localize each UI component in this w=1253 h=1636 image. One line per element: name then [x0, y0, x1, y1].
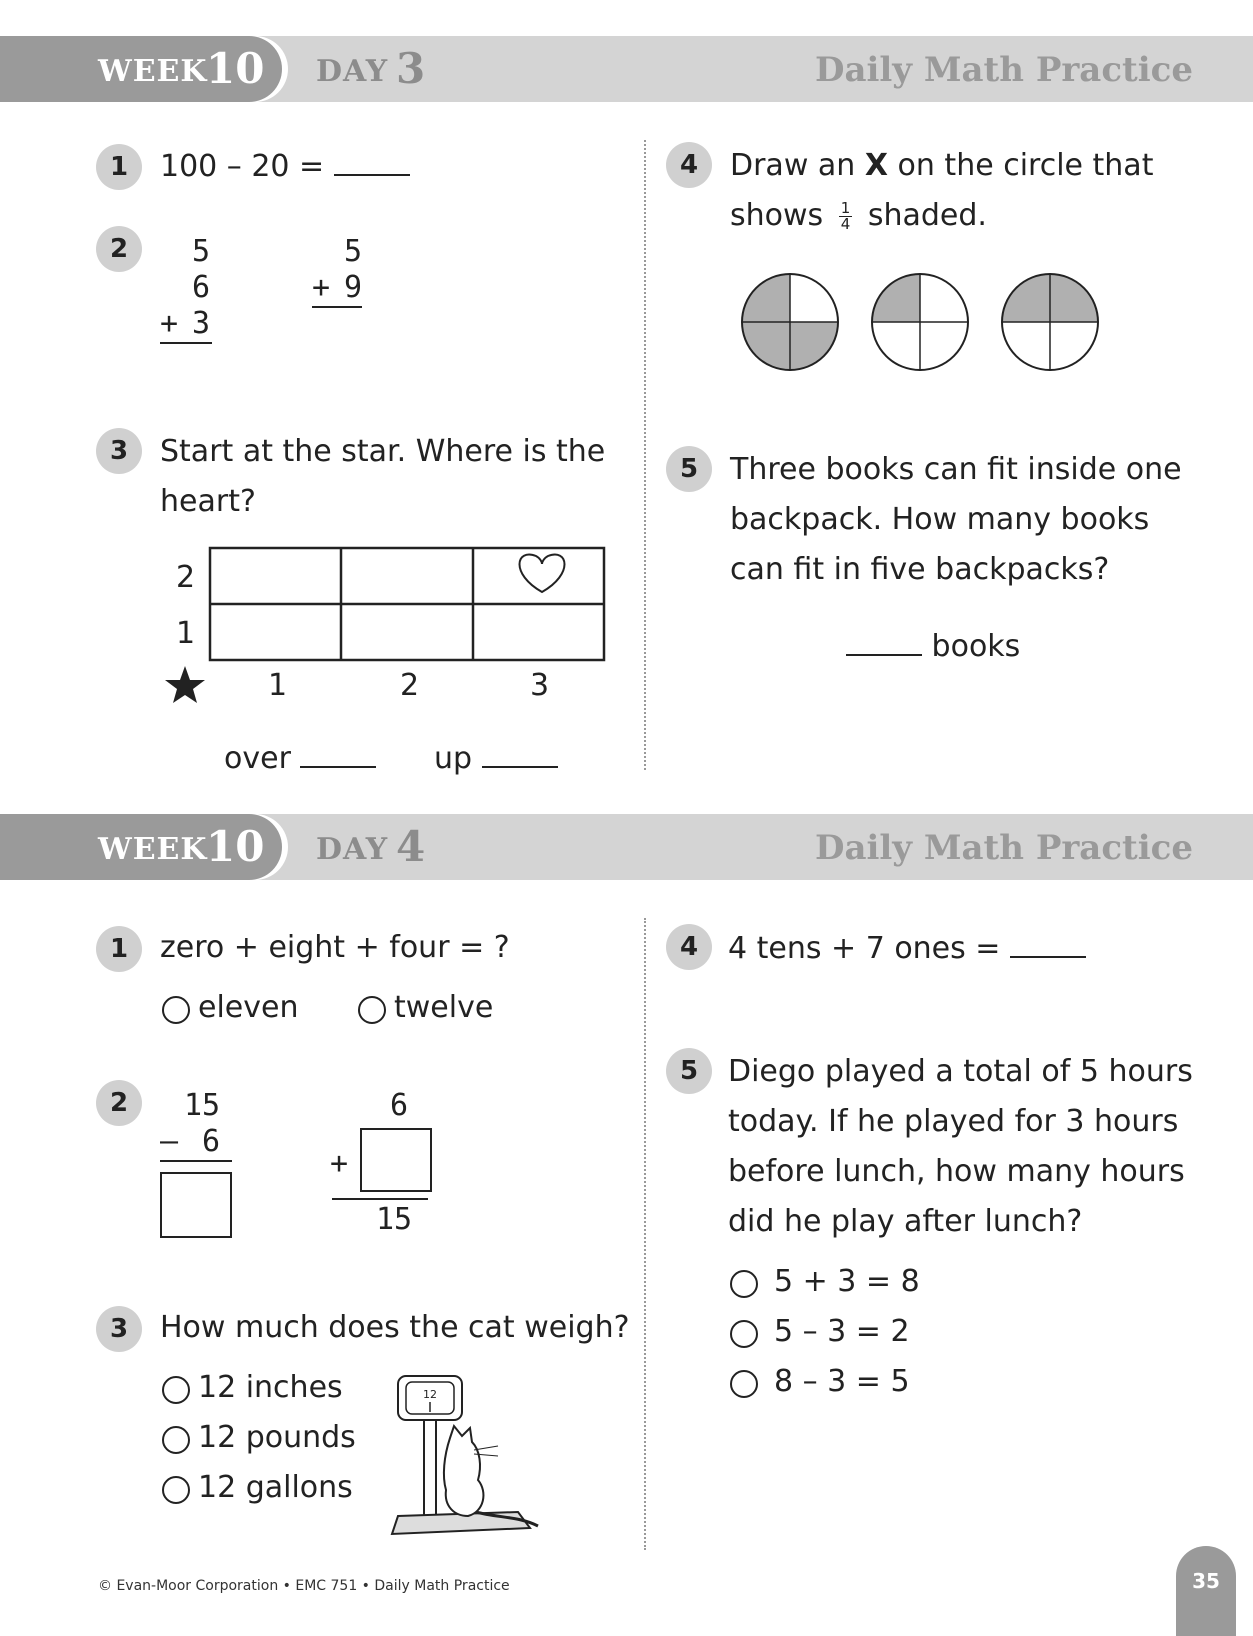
answer-radio[interactable]: [730, 1270, 758, 1298]
answer-radio[interactable]: [358, 996, 386, 1024]
week-tab: [0, 36, 282, 102]
sum-line: [160, 342, 212, 344]
addend: 6: [192, 270, 211, 305]
week-label: WEEK: [98, 54, 208, 89]
answer-blank[interactable]: [334, 148, 410, 176]
fraction-numerator: 1: [840, 199, 851, 217]
question-number-badge: 4: [666, 142, 712, 188]
grid-y-label: 1: [176, 616, 196, 651]
fraction-circle[interactable]: [742, 274, 838, 370]
option-label: 8 – 3 = 5: [774, 1364, 910, 1399]
minuend: 15: [184, 1088, 221, 1123]
operator: –: [160, 1124, 179, 1159]
scale-dial-number: 12: [423, 1388, 437, 1401]
banner-title: Daily Math Practice: [814, 828, 1193, 868]
column-divider: [644, 140, 646, 770]
question-4-line2: [730, 198, 987, 233]
up-answer: [434, 740, 558, 776]
answer-radio[interactable]: [730, 1320, 758, 1348]
question-5-line2: today. If he played for 3 hours: [728, 1104, 1179, 1139]
over-label: over: [224, 741, 291, 776]
option-label: 5 – 3 = 2: [774, 1314, 910, 1349]
question-5-line4: did he play after lunch?: [728, 1204, 1083, 1239]
sum: 15: [376, 1202, 413, 1237]
question-5-line1: Diego played a total of 5 hours: [728, 1054, 1193, 1089]
question-number-badge: 5: [666, 1048, 712, 1094]
over-answer: [224, 740, 376, 776]
text-segment: Draw an: [730, 148, 856, 183]
subtrahend: 6: [202, 1124, 221, 1159]
text-segment: on the circle that: [897, 148, 1154, 183]
answer-blank[interactable]: [482, 740, 558, 768]
operator: +: [330, 1146, 349, 1181]
question-3-line1: Start at the star. Where is the: [160, 434, 606, 469]
question-5-line1: Three books can fit inside one: [730, 452, 1182, 487]
coordinate-grid: [160, 540, 620, 710]
cat-on-scale-illustration: [388, 1366, 558, 1546]
week-label: WEEK: [98, 832, 208, 867]
answer-radio[interactable]: [162, 996, 190, 1024]
week-tab: [0, 814, 282, 880]
question-number-badge: 4: [666, 924, 712, 970]
question-3-line2: heart?: [160, 484, 256, 519]
grid-x-label: 2: [400, 668, 420, 703]
fraction-circle[interactable]: [872, 274, 968, 370]
sum-line: [332, 1198, 428, 1200]
grid-x-label: 3: [530, 668, 550, 703]
addend: 5: [192, 234, 211, 269]
difference-line: [160, 1160, 232, 1162]
question-4-expression: 4 tens + 7 ones =: [728, 931, 1001, 966]
option-label: 12 gallons: [198, 1470, 353, 1505]
day3-banner: [0, 36, 1253, 102]
question-number-badge: 2: [96, 1080, 142, 1126]
x-mark: X: [864, 148, 888, 183]
question-number-badge: 5: [666, 446, 712, 492]
question-number-badge: 3: [96, 1306, 142, 1352]
answer-box[interactable]: [160, 1172, 232, 1238]
week-number: 10: [206, 822, 265, 871]
addend: 6: [390, 1088, 409, 1123]
fraction: [839, 201, 853, 232]
up-label: up: [434, 741, 473, 776]
question-5-line3: can fit in five backpacks?: [730, 552, 1110, 587]
books-answer: [846, 628, 1020, 664]
answer-radio[interactable]: [162, 1426, 190, 1454]
option-label: 5 + 3 = 8: [774, 1264, 920, 1299]
grid-y-label: 2: [176, 560, 196, 595]
question-5-line2: backpack. How many books: [730, 502, 1150, 537]
day4-banner: [0, 814, 1253, 880]
option-label: twelve: [394, 990, 494, 1025]
question-4-text: [728, 930, 1086, 966]
question-3-text: How much does the cat weigh?: [160, 1310, 630, 1345]
page-number: 35: [1176, 1546, 1236, 1636]
day-number: 4: [396, 822, 426, 871]
addend: 3: [192, 306, 211, 341]
column-divider: [644, 918, 646, 1550]
week-number: 10: [206, 44, 265, 93]
answer-blank[interactable]: [300, 740, 376, 768]
question-1-text: zero + eight + four = ?: [160, 930, 510, 965]
question-5-line3: before lunch, how many hours: [728, 1154, 1185, 1189]
option-label: eleven: [198, 990, 299, 1025]
answer-radio[interactable]: [162, 1476, 190, 1504]
cat-icon: [444, 1426, 484, 1516]
text-segment: shows: [730, 198, 824, 233]
fraction-denominator: 4: [840, 215, 851, 233]
addend: 5: [344, 234, 363, 269]
answer-blank[interactable]: [846, 628, 922, 656]
fraction-circle[interactable]: [1002, 274, 1098, 370]
sum-line: [312, 306, 362, 308]
question-number-badge: 2: [96, 226, 142, 272]
addend: 9: [344, 270, 363, 305]
day-label: DAY: [316, 54, 389, 89]
question-4-line1: [730, 148, 1153, 183]
missing-addend-box[interactable]: [360, 1128, 432, 1192]
unit-label: books: [931, 629, 1021, 664]
copyright-footer: © Evan-Moor Corporation • EMC 751 • Daily Math Practice: [98, 1578, 510, 1594]
question-number-badge: 1: [96, 144, 142, 190]
operator: +: [312, 270, 331, 305]
operator: +: [160, 306, 179, 341]
question-number-badge: 3: [96, 428, 142, 474]
star-icon: [165, 666, 205, 703]
question-1-expression: 100 – 20 =: [160, 149, 325, 184]
answer-blank[interactable]: [1010, 930, 1086, 958]
fraction-circles: [740, 270, 1120, 380]
day-number: 3: [396, 44, 426, 93]
day-label: DAY: [316, 832, 389, 867]
option-label: 12 pounds: [198, 1420, 356, 1455]
question-1-text: [160, 148, 410, 184]
question-number-badge: 1: [96, 926, 142, 972]
option-label: 12 inches: [198, 1370, 343, 1405]
answer-radio[interactable]: [162, 1376, 190, 1404]
text-segment: shaded.: [867, 198, 987, 233]
grid-x-label: 1: [268, 668, 288, 703]
answer-radio[interactable]: [730, 1370, 758, 1398]
banner-title: Daily Math Practice: [814, 50, 1193, 90]
